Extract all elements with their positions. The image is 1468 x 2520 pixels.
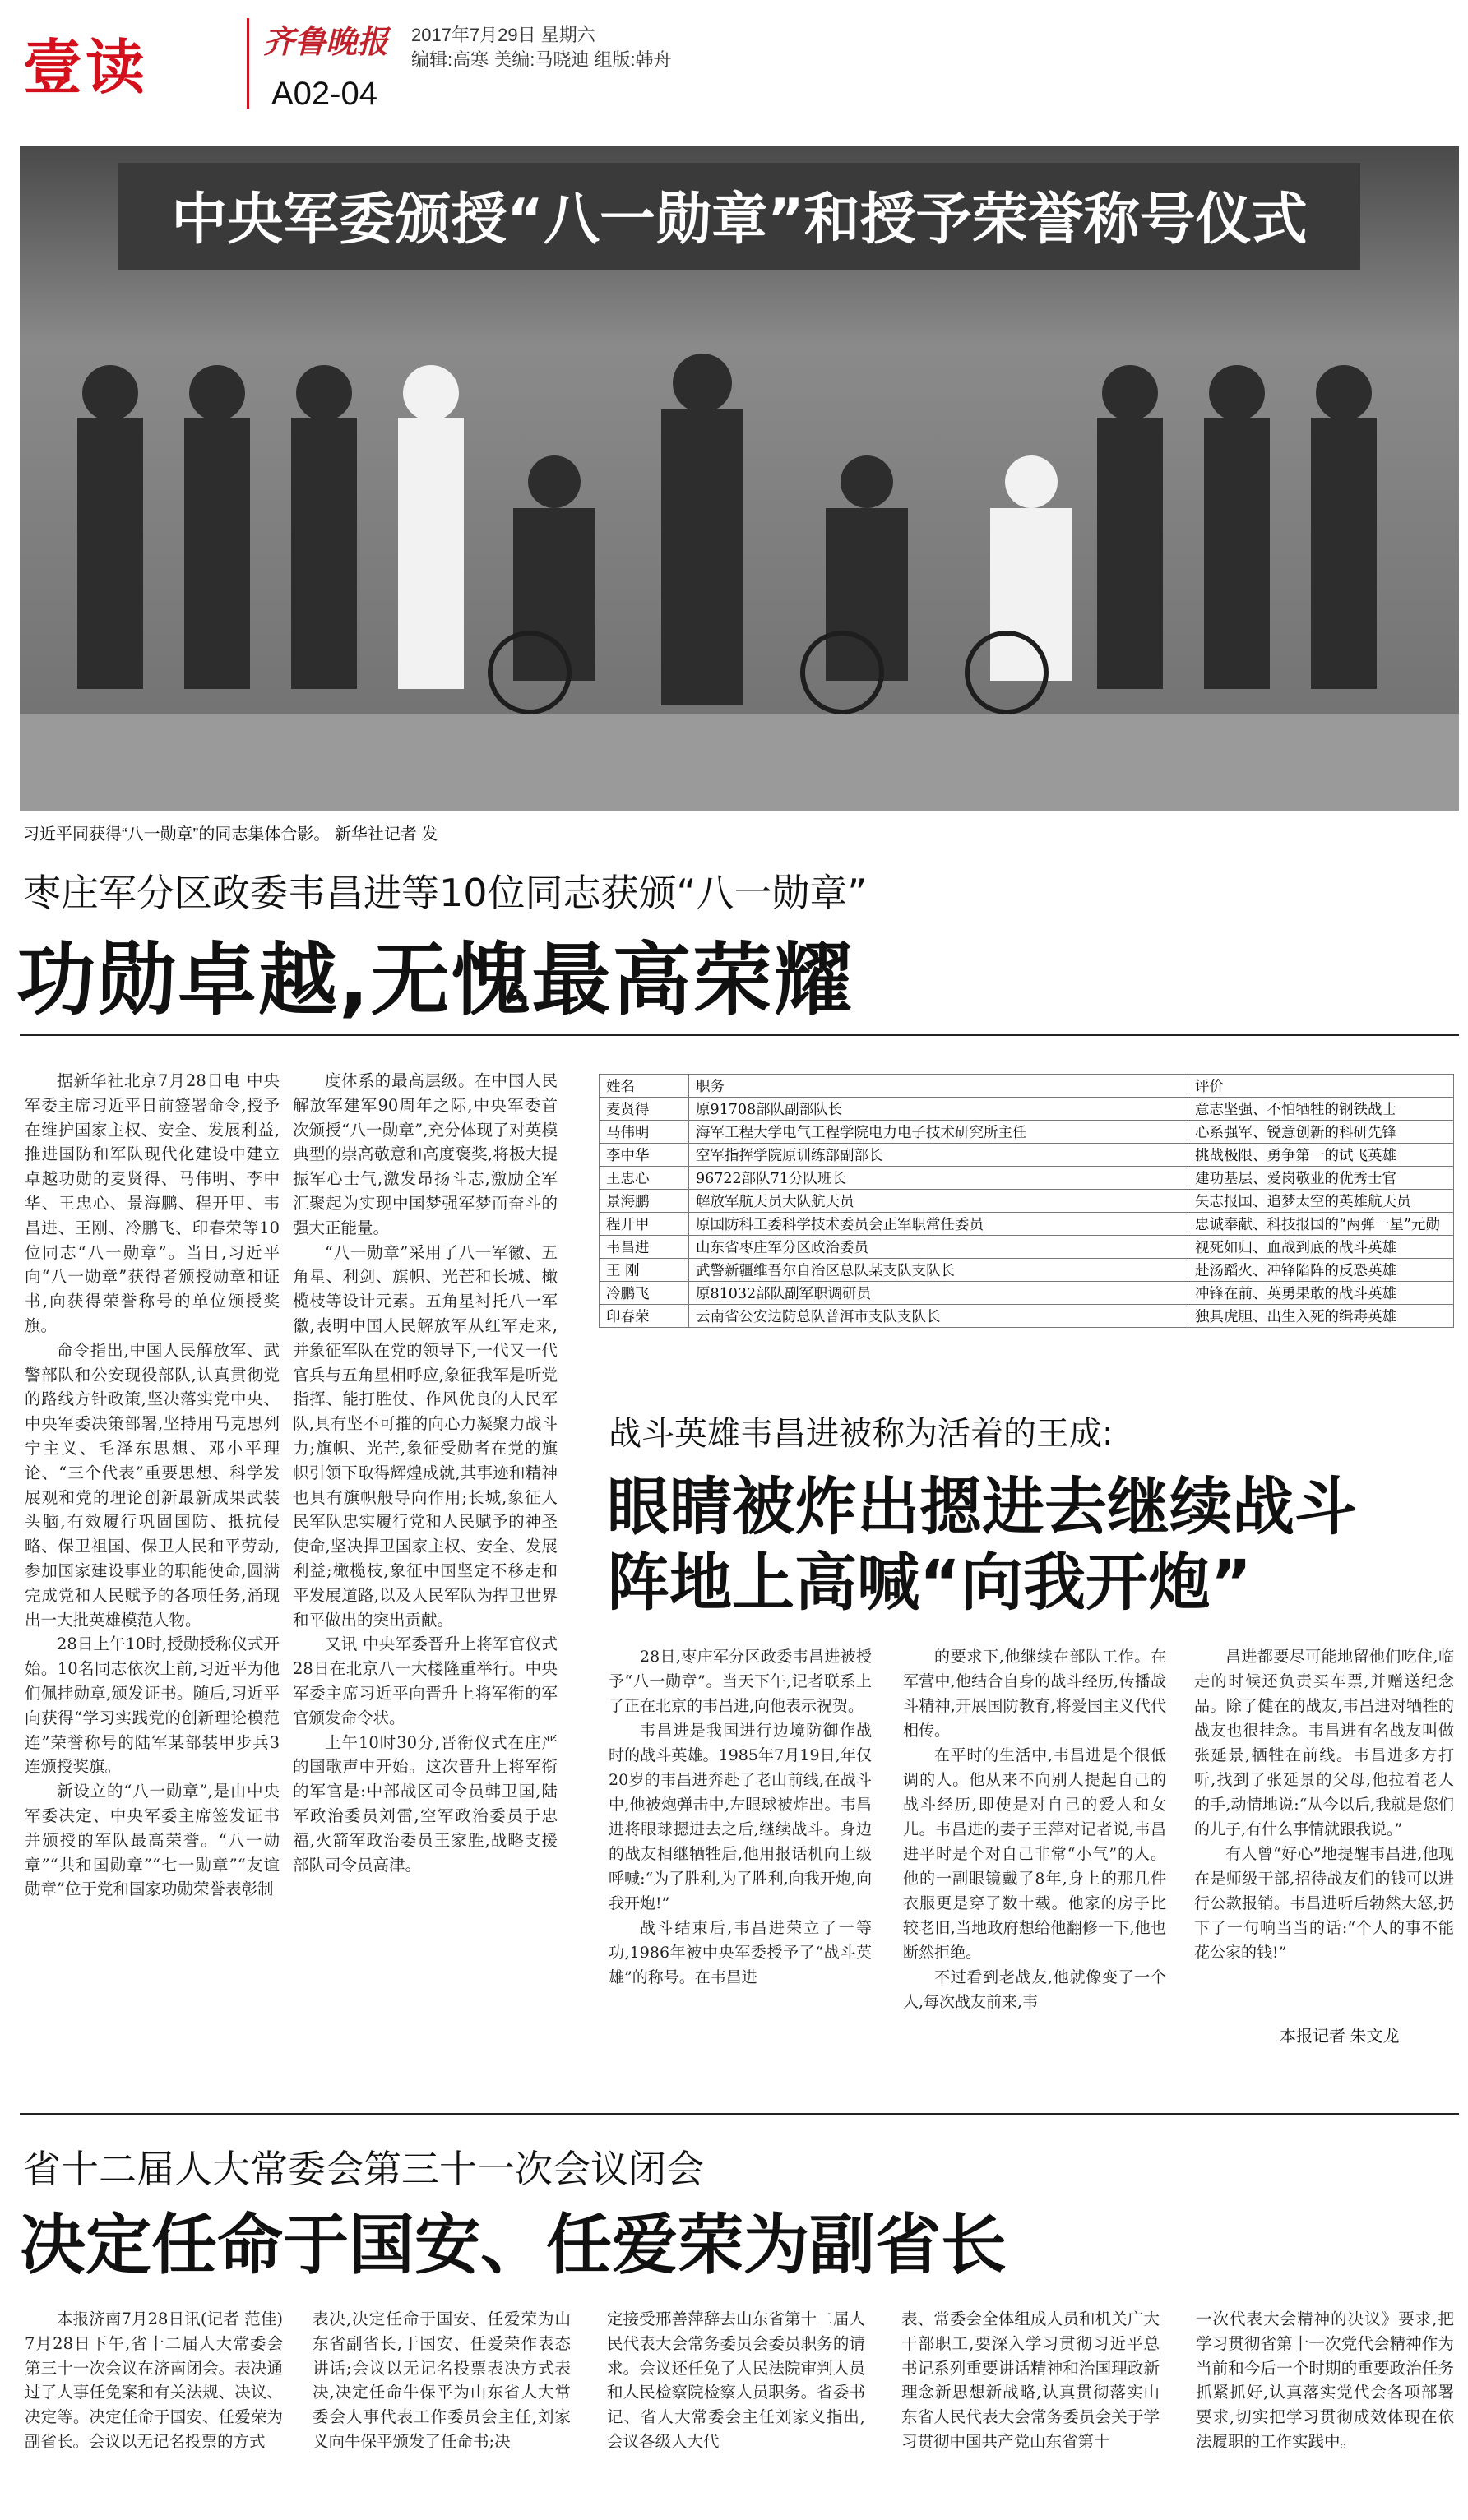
table-cell: 马伟明 (600, 1121, 689, 1144)
table-row (600, 1236, 1454, 1259)
table-header-row (600, 1075, 1454, 1098)
story3-column-1 (25, 2307, 283, 2514)
paragraph: 昌进都要尽可能地留他们吃住,临走的时候还负责买车票,并赠送纪念品。除了健在的战友,韦昌进对牺牲的战友也很挂念。韦昌进有名战友叫做张延景,牺牲在前线。韦昌进多方打听,找到了张延景的父母,他拉着老人的手,动情地说:“从今以后,我就是您们的儿子,有什么事情就跟我说。” (1194, 1648, 1454, 1838)
story3-column-2 (313, 2307, 571, 2514)
honors-table (599, 1074, 1454, 1328)
paragraph: 有人曾“好心”地提醒韦昌进,他现在是师级干部,招待战友们的钱可以进行公款报销。韦昌进听后勃然大怒,扔下了一句响当当的话:“个人的事不能花公家的钱!” (1194, 1845, 1454, 1962)
table-cell: 原91708部队副部队长 (689, 1098, 1188, 1121)
table-cell: 忠诚奉献、科技报国的“两弹一星”元勋 (1188, 1213, 1454, 1236)
story3-column-3 (607, 2307, 865, 2514)
paragraph: 的要求下,他继续在部队工作。在军营中,他结合自身的战斗经历,传播战斗精神,开展国防教育,将爱国主义代代相传。 (903, 1648, 1166, 1740)
column-header: 职务 (689, 1075, 1188, 1098)
table-row (600, 1190, 1454, 1213)
divider (20, 2113, 1459, 2115)
story3-column-4 (901, 2307, 1160, 2514)
paragraph: “八一勋章”采用了八一军徽、五角星、利剑、旗帜、光芒和长城、橄榄枝等设计元素。五角星衬托八一军徽,表明中国人民解放军从红军走来,并象征军队在党的领导下,一代又一代官兵与五角星相呼应,象征我军是听党指挥、能打胜仗、作风优良的人民军队,具有坚不可摧的向心力凝聚力战斗力;旗帜、光芒,象征受勋者在党的旗帜引领下取得辉煌成就,其事迹和精神也具有旗帜般导向作用;长城,象征人民军队忠实履行党和人民赋予的神圣使命,坚决捍卫国家主权、安全、发展利益;橄榄枝,象征中国坚定不移走和平发展道路,以及人民军队为捍卫世界和平做出的突出贡献。 (293, 1242, 558, 1630)
table-row (600, 1121, 1454, 1144)
table-cell: 程开甲 (600, 1213, 689, 1236)
column-header: 评价 (1188, 1075, 1454, 1098)
table-cell: 原81032部队副军职调研员 (689, 1282, 1188, 1305)
story2-kicker: 战斗英雄韦昌进被称为活着的王成: (609, 1415, 1114, 1453)
table-row (600, 1167, 1454, 1190)
table-cell: 景海鹏 (600, 1190, 689, 1213)
table-cell: 印春荣 (600, 1305, 689, 1328)
story3-column-5 (1196, 2307, 1454, 2514)
table-cell: 山东省枣庄军分区政治委员 (689, 1236, 1188, 1259)
page-number: A02-04 (271, 76, 377, 112)
table-row (600, 1213, 1454, 1236)
paragraph: 28日上午10时,授勋授称仪式开始。10名同志依次上前,习近平为他们佩挂勋章,颁发证书。随后,习近平向获得“学习实践党的创新理论模范连”荣誉称号的陆军某部装甲步兵3连颁授奖旗。 (25, 1635, 280, 1777)
paragraph: 在平时的生活中,韦昌进是个很低调的人。他从来不向别人提起自己的战斗经历,即使是对自己的爱人和女儿。韦昌进的妻子王萍对记者说,韦昌进平时是个对自己非常“小气”的人。他的一副眼镜戴了8年,身上的那几件衣服更是穿了数十载。他家的房子比较老旧,当地政府想给他翻修一下,他也断然拒绝。 (903, 1746, 1166, 1962)
paragraph: 28日,枣庄军分区政委韦昌进被授予“八一勋章”。当天下午,记者联系上了正在北京的韦昌进,向他表示祝贺。 (609, 1648, 872, 1715)
table-row (600, 1305, 1454, 1328)
table-cell: 冲锋在前、英勇果敢的战斗英雄 (1188, 1282, 1454, 1305)
table-cell: 心系强军、锐意创新的科研先锋 (1188, 1121, 1454, 1144)
table-row (600, 1098, 1454, 1121)
paragraph: 又讯 中央军委晋升上将军官仪式28日在北京八一大楼隆重举行。中央军委主席习近平向晋升上将军衔的军官颁发命令状。 (293, 1635, 558, 1727)
table-cell: 王 刚 (600, 1259, 689, 1282)
paragraph: 新设立的“八一勋章”,是由中央军委决定、中央军委主席签发证书并颁授的军队最高荣誉。“八一勋章”“共和国勋章”“七一勋章”“友谊勋章”位于党和国家功勋荣誉表彰制 (25, 1782, 280, 1899)
paragraph: 上午10时30分,晋衔仪式在庄严的国歌声中开始。这次晋升上将军衔的军官是:中部战区司令员韩卫国,陆军政治委员刘雷,空军政治委员于忠福,火箭军政治委员王家胜,战略支援部队司令员高津。 (293, 1732, 558, 1875)
reporter-byline: 本报记者 朱文龙 (1280, 2028, 1400, 2046)
paragraph: 韦昌进是我国进行边境防御作战时的战斗英雄。1985年7月19日,年仅20岁的韦昌进奔赴了老山前线,在战斗中,他被炮弹击中,左眼球被炸出。韦昌进将眼球摁进去之后,继续战斗。身边的战友相继牺牲后,他用报话机向上级呼喊:“为了胜利,为了胜利,向我开炮,向我开炮!” (609, 1722, 872, 1912)
paragraph: 据新华社北京7月28日电 中央军委主席习近平日前签署命令,授予在维护国家主权、安全、发展利益,推进国防和军队现代化建设中建立卓越功勋的麦贤得、马伟明、李中华、王忠心、景海鹏、程开甲、韦昌进、王刚、冷鹏飞、印春荣等10位同志“八一勋章”。当日,习近平向“八一勋章”获得者颁授勋章和证书,向获得荣誉称号的单位颁授奖旗。 (25, 1071, 280, 1335)
table-cell: 王忠心 (600, 1167, 689, 1190)
story2-column-3 (1194, 1644, 1454, 2014)
paragraph: 一次代表大会精神的决议》要求,把学习贯彻省第十一次党代会精神作为当前和今后一个时期的重要政治任务抓紧抓好,认真落实党代会各项部署要求,切实把学习贯彻成效体现在依法履职的工作实践中。 (1196, 2310, 1454, 2451)
table-cell: 意志坚强、不怕牺牲的钢铁战士 (1188, 1098, 1454, 1121)
paragraph: 不过看到老战友,他就像变了一个人,每次战友前来,韦 (903, 1968, 1166, 2011)
staff-line: 编辑:高寒 美编:马晓迪 组版:韩舟 (411, 49, 672, 70)
paragraph: 表、常委会全体组成人员和机关广大干部职工,要深入学习贯彻习近平总书记系列重要讲话精神和治国理政新理念新思想新战略,认真贯彻落实山东省人民代表大会常务委员会关于学习贯彻中国共产党山东省第十 (901, 2310, 1160, 2451)
table-cell: 李中华 (600, 1144, 689, 1167)
paragraph: 本报济南7月28日讯(记者 范佳) 7月28日下午,省十二届人大常委会第三十一次会议在济南闭会。表决通过了人事任免案和有关法规、决议、决定等。决定任命于国安、任爱荣为副省长。会议以无记名投票的方式 (25, 2310, 283, 2451)
story1-column-1 (25, 1069, 280, 2088)
table-cell: 冷鹏飞 (600, 1282, 689, 1305)
story2-headline-line1: 眼睛被炸出摁进去继续战斗 (607, 1470, 1357, 1543)
column-header: 姓名 (600, 1075, 689, 1098)
table-cell: 建功基层、爱岗敬业的优秀士官 (1188, 1167, 1454, 1190)
table-cell: 麦贤得 (600, 1098, 689, 1121)
paragraph: 表决,决定任命于国安、任爱荣为山东省副省长,于国安、任爱荣作表态讲话;会议以无记名投票表决方式表决,决定任命牛保平为山东省人大常委会人事代表工作委员会主任,刘家义向牛保平颁发了任命书;决 (313, 2310, 571, 2451)
table-row (600, 1144, 1454, 1167)
story1-kicker: 枣庄军分区政委韦昌进等10位同志获颁“八一勋章” (23, 871, 868, 915)
date-line: 2017年7月29日 星期六 (411, 25, 595, 45)
story2-column-2 (903, 1644, 1166, 2105)
story2-column-1 (609, 1644, 872, 2105)
story3-headline: 决定任命于国安、任爱荣为副省长 (20, 2207, 1007, 2283)
table-cell: 海军工程大学电气工程学院电力电子技术研究所主任 (689, 1121, 1188, 1144)
table-cell: 挑战极限、勇争第一的试飞英雄 (1188, 1144, 1454, 1167)
section-title: 壹读 (23, 33, 149, 102)
photo-caption: 习近平同获得“八一勋章”的同志集体合影。 新华社记者 发 (23, 825, 438, 844)
table-cell: 视死如归、血战到底的战斗英雄 (1188, 1236, 1454, 1259)
table-cell: 云南省公安边防总队普洱市支队支队长 (689, 1305, 1188, 1328)
table-cell: 空军指挥学院原训练部副部长 (689, 1144, 1188, 1167)
table-cell: 原国防科工委科学技术委员会正军职常任委员 (689, 1213, 1188, 1236)
table-cell: 矢志报国、追梦太空的英雄航天员 (1188, 1190, 1454, 1213)
table-cell: 独具虎胆、出生入死的缉毒英雄 (1188, 1305, 1454, 1328)
paragraph: 度体系的最高层级。在中国人民解放军建军90周年之际,中央军委首次颁授“八一勋章”,充分体现了对英模典型的崇高敬意和高度褒奖,将极大提振军心士气,激发昂扬斗志,激励全军汇聚起为实现中国梦强军梦而奋斗的强大正能量。 (293, 1071, 558, 1237)
table-row (600, 1282, 1454, 1305)
ceremony-photo (20, 146, 1459, 811)
table-row (600, 1259, 1454, 1282)
table-cell: 解放军航天员大队航天员 (689, 1190, 1188, 1213)
photo-banner-text: 中央军委颁授“八一勋章”和授予荣誉称号仪式 (171, 187, 1308, 252)
paragraph: 战斗结束后,韦昌进荣立了一等功,1986年被中央军委授予了“战斗英雄”的称号。在韦昌进 (609, 1919, 872, 1986)
divider (20, 1034, 1459, 1036)
newspaper-logo: 齐鲁晚报 (263, 23, 389, 60)
story1-headline: 功勋卓越,无愧最高荣耀 (16, 934, 854, 1026)
paragraph: 命令指出,中国人民解放军、武警部队和公安现役部队,认真贯彻党的路线方针政策,坚决落实党中央、中央军委决策部署,坚持用马克思列宁主义、毛泽东思想、邓小平理论、“三个代表”重要思想、科学发展观和党的理论创新最新成果武装头脑,有效履行巩固国防、抵抗侵略、保卫祖国、保卫人民和平劳动,参加国家建设事业的职能使命,圆满完成党和人民赋予的各项任务,涌现出一大批英雄模范人物。 (25, 1340, 280, 1630)
story1-column-2 (293, 1069, 558, 2088)
paragraph: 定接受邢善萍辞去山东省第十二届人民代表大会常务委员会委员职务的请求。会议还任免了人民法院审判人员和人民检察院检察人员职务。省委书记、省人大常委会主任刘家义指出,会议各级人大代 (607, 2310, 865, 2451)
table-cell: 96722部队71分队班长 (689, 1167, 1188, 1190)
table-cell: 赴汤蹈火、冲锋陷阵的反恐英雄 (1188, 1259, 1454, 1282)
table-cell: 武警新疆维吾尔自治区总队某支队支队长 (689, 1259, 1188, 1282)
table-cell: 韦昌进 (600, 1236, 689, 1259)
story3-kicker: 省十二届人大常委会第三十一次会议闭会 (23, 2147, 704, 2191)
masthead-divider (247, 18, 249, 109)
story2-headline-line2: 阵地上高喊“向我开炮” (607, 1546, 1252, 1619)
